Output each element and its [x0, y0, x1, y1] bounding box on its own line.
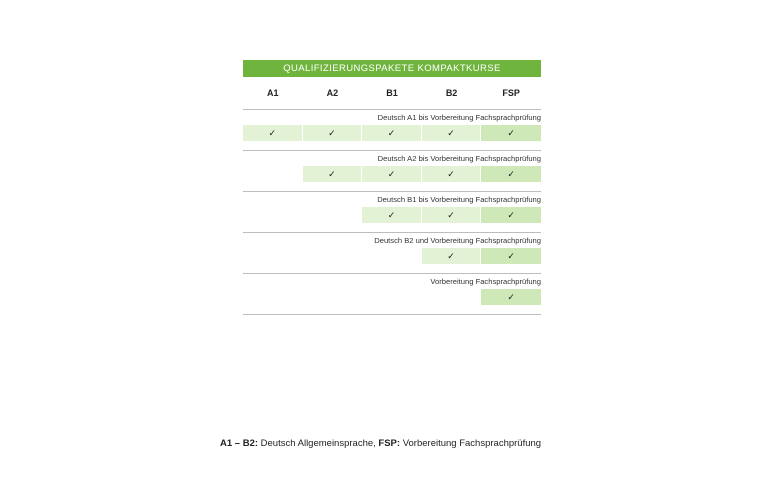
check-row	[243, 248, 541, 264]
footnote-fsp-text: Vorbereitung Fachsprachprüfung	[400, 438, 542, 449]
footnote	[220, 438, 541, 449]
check-row	[243, 166, 541, 182]
qualification-table	[243, 60, 541, 315]
empty-cell	[243, 289, 303, 305]
empty-cell	[303, 248, 363, 264]
check-icon: ✓	[481, 248, 541, 264]
check-icon: ✓	[481, 207, 541, 223]
empty-cell	[243, 248, 303, 264]
check-icon: ✓	[422, 166, 482, 182]
empty-cell	[243, 207, 303, 223]
level-b1: B1	[386, 88, 398, 98]
footnote-fsp-label: FSP:	[378, 438, 401, 449]
footnote-range-label: A1 – B2:	[220, 438, 259, 449]
package-label: Deutsch A1 bis Vorbereitung Fachsprachprüfung	[377, 113, 541, 122]
level-a1: A1	[267, 88, 279, 98]
table-title: QUALIFIZIERUNGSPAKETE KOMPAKTKURSE	[243, 60, 541, 77]
check-icon: ✓	[481, 125, 541, 141]
check-icon: ✓	[362, 125, 422, 141]
empty-cell	[303, 207, 363, 223]
package-row	[243, 192, 541, 233]
empty-cell	[362, 289, 422, 305]
empty-cell	[422, 289, 482, 305]
check-icon: ✓	[481, 166, 541, 182]
check-icon: ✓	[422, 207, 482, 223]
check-row	[243, 289, 541, 305]
check-icon: ✓	[303, 125, 363, 141]
level-b2: B2	[445, 88, 458, 98]
package-row	[243, 233, 541, 274]
package-row	[243, 151, 541, 192]
check-icon: ✓	[422, 125, 482, 141]
package-label: Deutsch B2 und Vorbereitung Fachsprachprüfung	[374, 236, 541, 245]
check-icon: ✓	[481, 289, 541, 305]
level-header-row	[243, 77, 541, 110]
package-label: Deutsch B1 bis Vorbereitung Fachsprachprüfung	[377, 195, 541, 204]
level-a2: A2	[326, 88, 339, 98]
check-icon: ✓	[362, 207, 422, 223]
check-icon: ✓	[362, 166, 422, 182]
footnote-range-text: Deutsch Allgemeinsprache,	[258, 438, 379, 449]
level-fsp: FSP	[502, 88, 520, 98]
check-row	[243, 207, 541, 223]
empty-cell	[362, 248, 422, 264]
check-icon: ✓	[303, 166, 363, 182]
package-row	[243, 274, 541, 315]
package-label: Vorbereitung Fachsprachprüfung	[430, 277, 541, 286]
check-row	[243, 125, 541, 141]
package-row	[243, 110, 541, 151]
package-list	[243, 110, 541, 315]
check-icon: ✓	[422, 248, 482, 264]
check-icon: ✓	[243, 125, 303, 141]
package-label: Deutsch A2 bis Vorbereitung Fachsprachprüfung	[377, 154, 541, 163]
empty-cell	[303, 289, 363, 305]
empty-cell	[243, 166, 303, 182]
